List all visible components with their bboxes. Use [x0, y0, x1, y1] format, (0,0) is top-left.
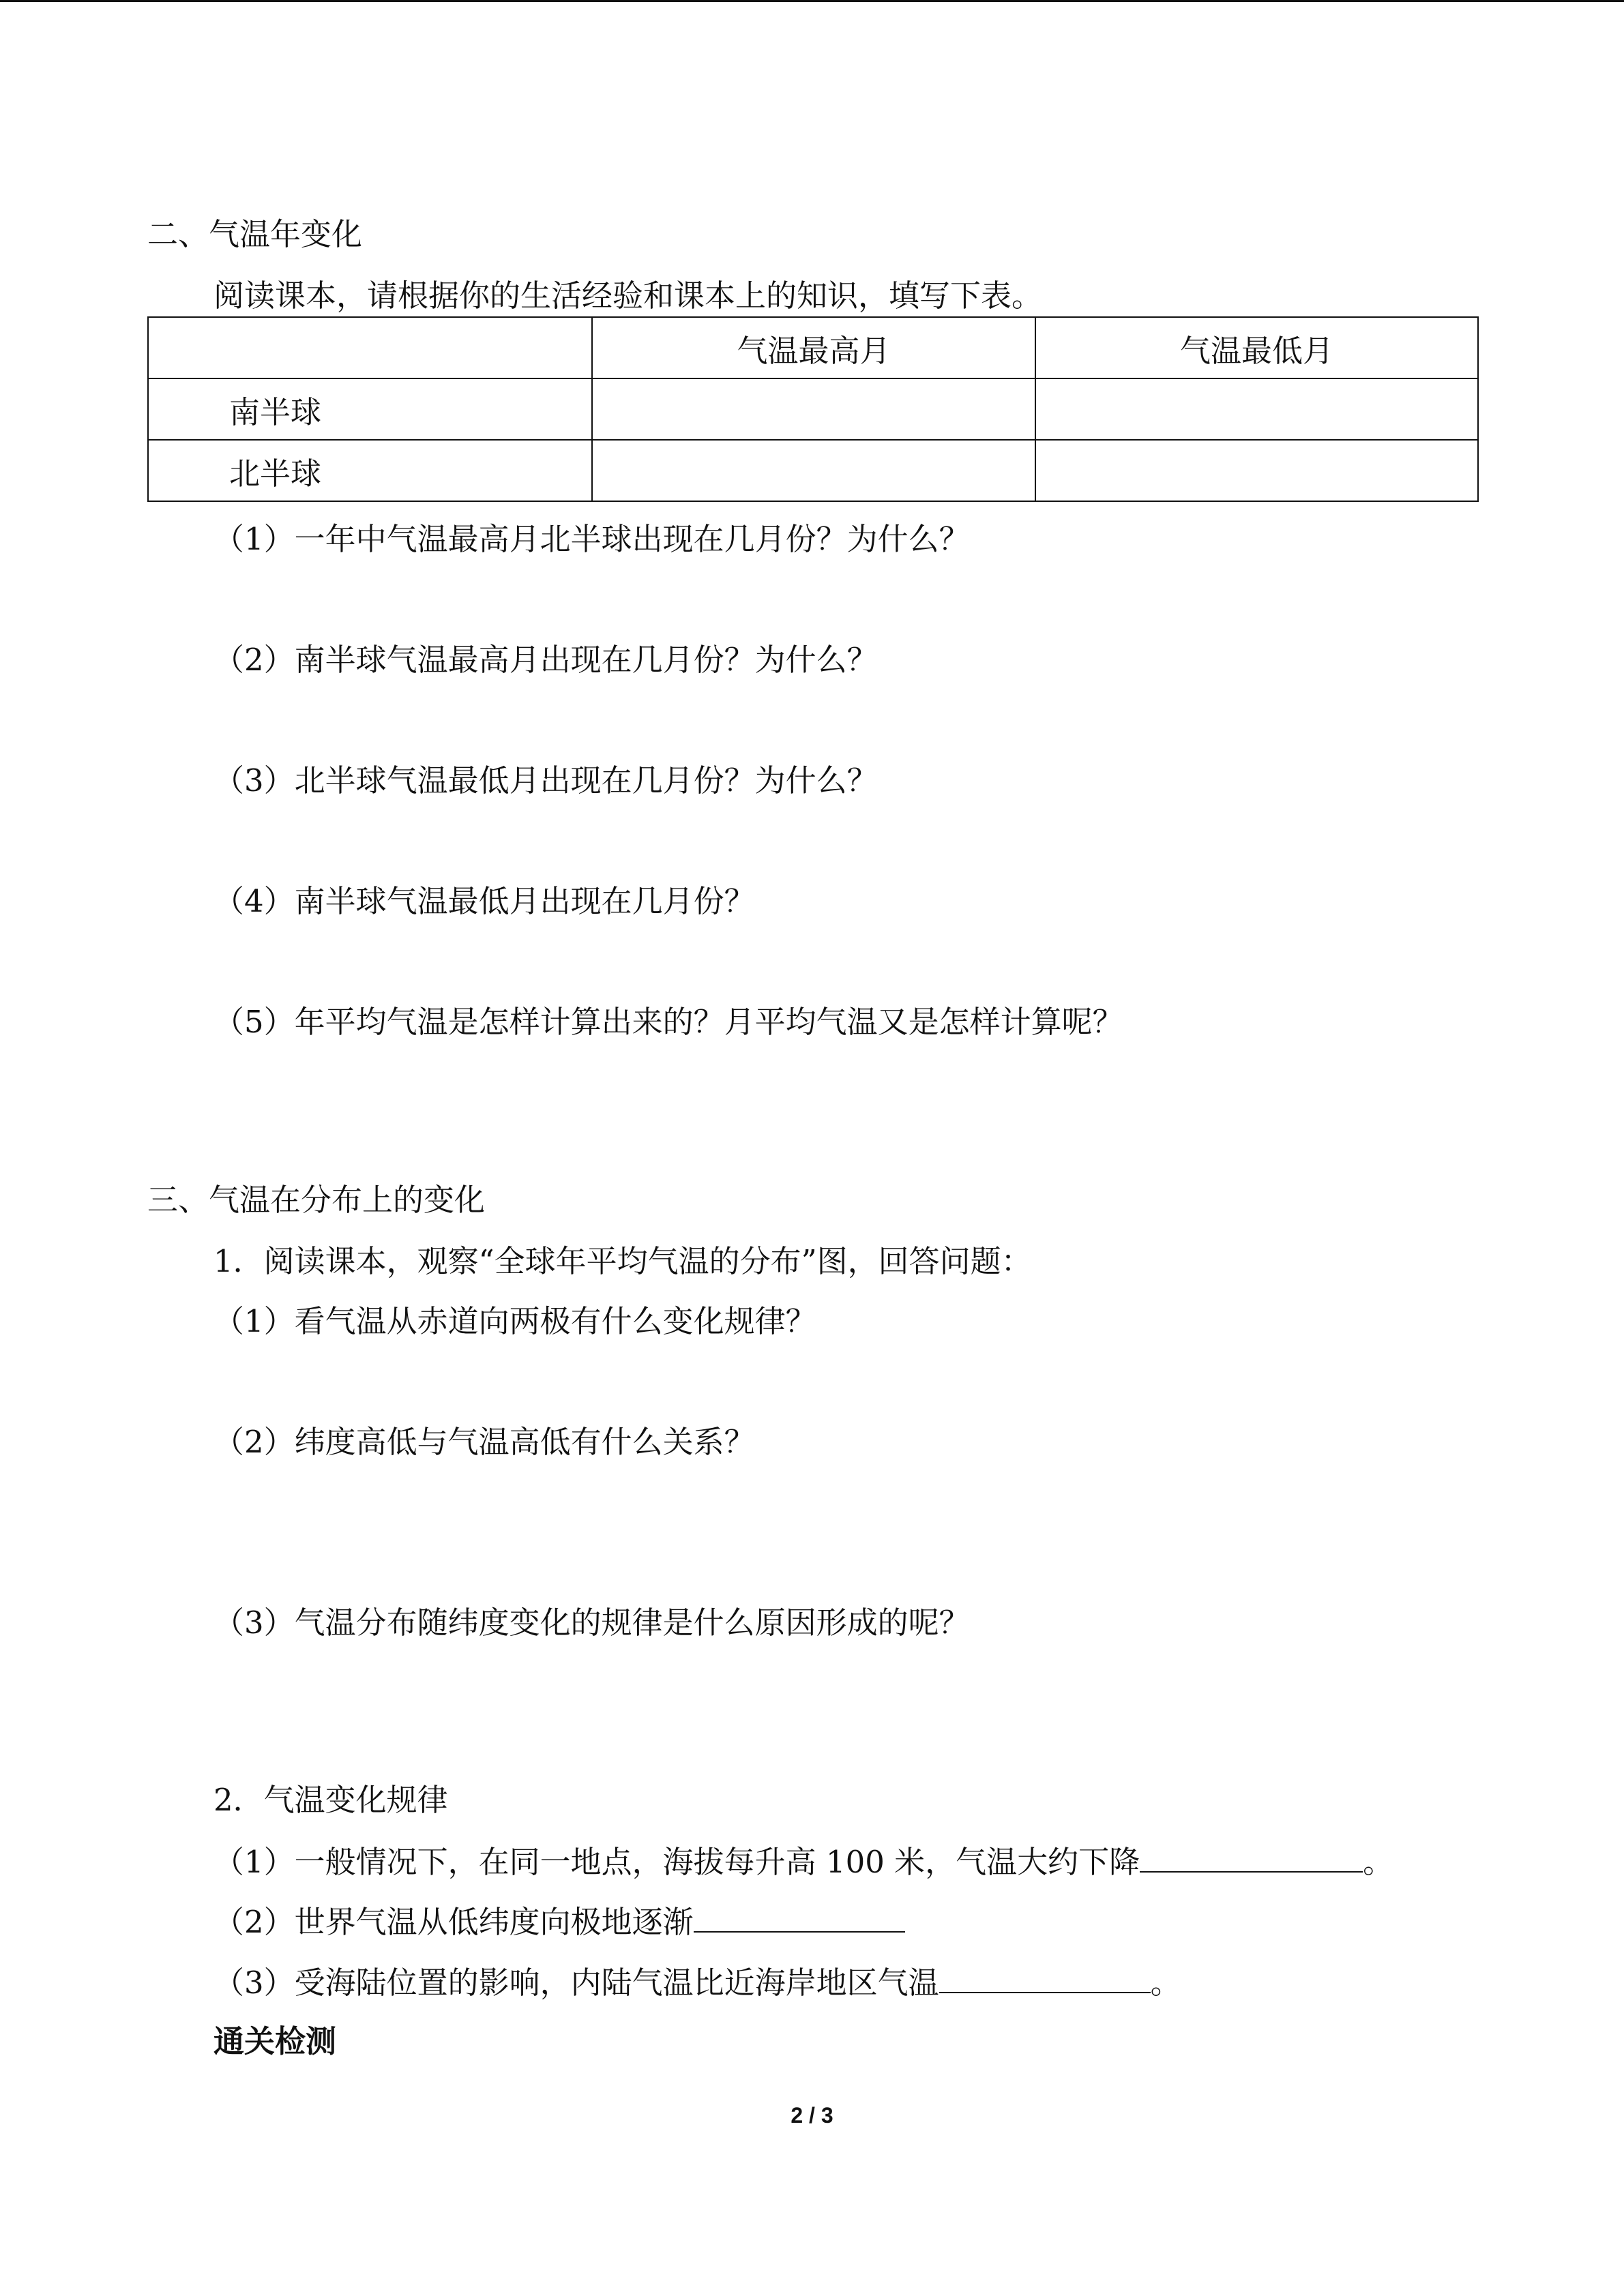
table-header-lowest: 气温最低月 [1035, 317, 1478, 378]
question-3-3: （3）气温分布随纬度变化的规律是什么原因形成的呢？ [213, 1605, 970, 1641]
answer-blank-1[interactable] [1140, 1844, 1363, 1873]
question-3-1: （1）看气温从赤道向两极有什么变化规律？ [213, 1303, 816, 1339]
answer-blank-2[interactable] [694, 1904, 905, 1933]
rule-item-2 [213, 1903, 905, 1941]
section-3-part2-title: 2．气温变化规律 [213, 1782, 448, 1818]
table-header-empty [148, 317, 592, 378]
cell-south-highest[interactable] [592, 378, 1035, 440]
question-2-2: （2）南半球气温最高月出现在几月份？为什么？ [213, 642, 878, 678]
rule-item-1 [213, 1843, 1393, 1881]
rule-item-3 [213, 1964, 1181, 2002]
row-label-south: 南半球 [148, 378, 592, 440]
section-3-heading: 三、气温在分布上的变化 [147, 1182, 486, 1218]
question-2-1: （1）一年中气温最高月北半球出现在几月份？为什么？ [213, 521, 970, 557]
question-2-5: （5）年平均气温是怎样计算出来的？月平均气温又是怎样计算呢？ [213, 1004, 1123, 1040]
page-number: 2 / 3 [791, 2103, 833, 2128]
rule-item-1-text: （1）一般情况下，在同一地点，海拔每升高 100 米，气温大约下降 [213, 1844, 1140, 1880]
answer-blank-3[interactable] [939, 1965, 1151, 1993]
section-2-intro: 阅读课本，请根据你的生活经验和课本上的知识，填写下表。 [213, 278, 1043, 314]
table-row [148, 378, 1478, 440]
table-header-highest: 气温最高月 [592, 317, 1035, 378]
question-2-4: （4）南半球气温最低月出现在几月份？ [213, 883, 755, 919]
table-header-row [148, 317, 1478, 378]
rule-item-3-suffix: 。 [1150, 1965, 1181, 2001]
cell-south-lowest[interactable] [1035, 378, 1478, 440]
question-2-3: （3）北半球气温最低月出现在几月份？为什么？ [213, 762, 878, 799]
rule-item-3-text: （3）受海陆位置的影响，内陆气温比近海岸地区气温 [213, 1965, 939, 2001]
section-2-heading: 二、气温年变化 [147, 216, 363, 252]
section-3-part1-title: 1．阅读课本，观察“全球年平均气温的分布”图，回答问题： [213, 1243, 1032, 1279]
cell-north-highest[interactable] [592, 440, 1035, 501]
question-3-2: （2）纬度高低与气温高低有什么关系？ [213, 1424, 755, 1460]
cell-north-lowest[interactable] [1035, 440, 1478, 501]
checkpoint-heading: 通关检测 [213, 2023, 337, 2059]
table-row [148, 440, 1478, 501]
temperature-table [147, 316, 1479, 502]
rule-item-1-suffix: 。 [1363, 1844, 1394, 1880]
row-label-north: 北半球 [148, 440, 592, 501]
rule-item-2-text: （2）世界气温从低纬度向极地逐渐 [213, 1904, 694, 1940]
page-top-border [0, 0, 1624, 2]
